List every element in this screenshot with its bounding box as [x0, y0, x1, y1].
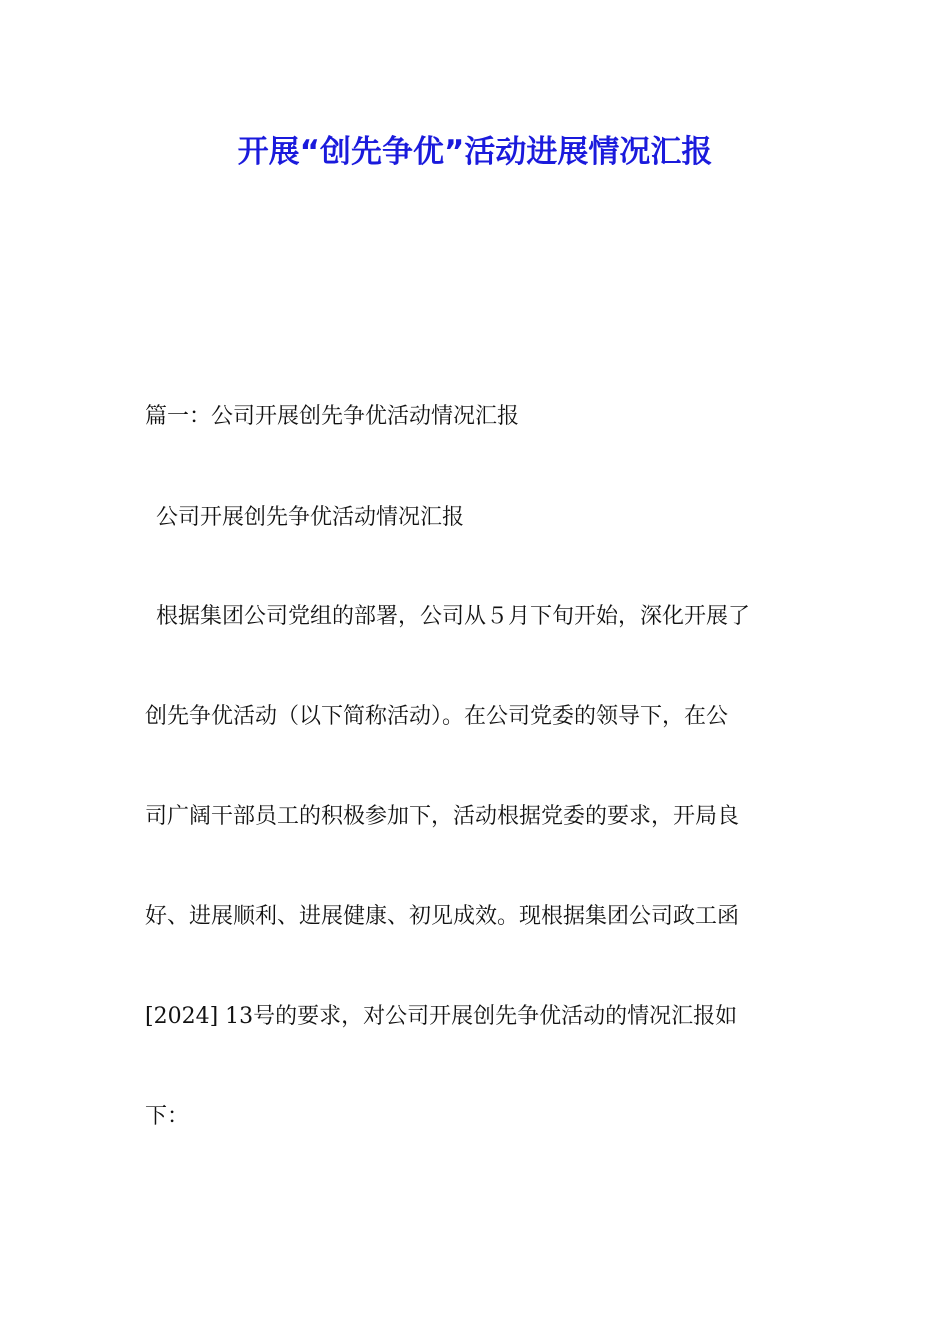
- subheading: 公司开展创先争优活动情况汇报: [156, 505, 465, 530]
- paragraph-line: 根据集团公司党组的部署，公司从５月下旬开始，深化开展了: [156, 604, 751, 629]
- paragraph-line: [2024] 13号的要求，对公司开展创先争优活动的情况汇报如: [145, 1004, 738, 1029]
- paragraph-line: 好、进展顺利、进展健康、初见成效。现根据集团公司政工函: [145, 904, 740, 929]
- paragraph-line: 创先争优活动（以下简称活动）。在公司党委的领导下，在公: [145, 704, 729, 729]
- paragraph-line: 下：: [145, 1104, 190, 1129]
- document-title: 开展“创先争优”活动进展情况汇报: [237, 134, 713, 170]
- section-heading: 篇一：公司开展创先争优活动情况汇报: [145, 404, 520, 429]
- paragraph-line: 司广阔干部员工的积极参加下，活动根据党委的要求，开局良: [145, 804, 740, 829]
